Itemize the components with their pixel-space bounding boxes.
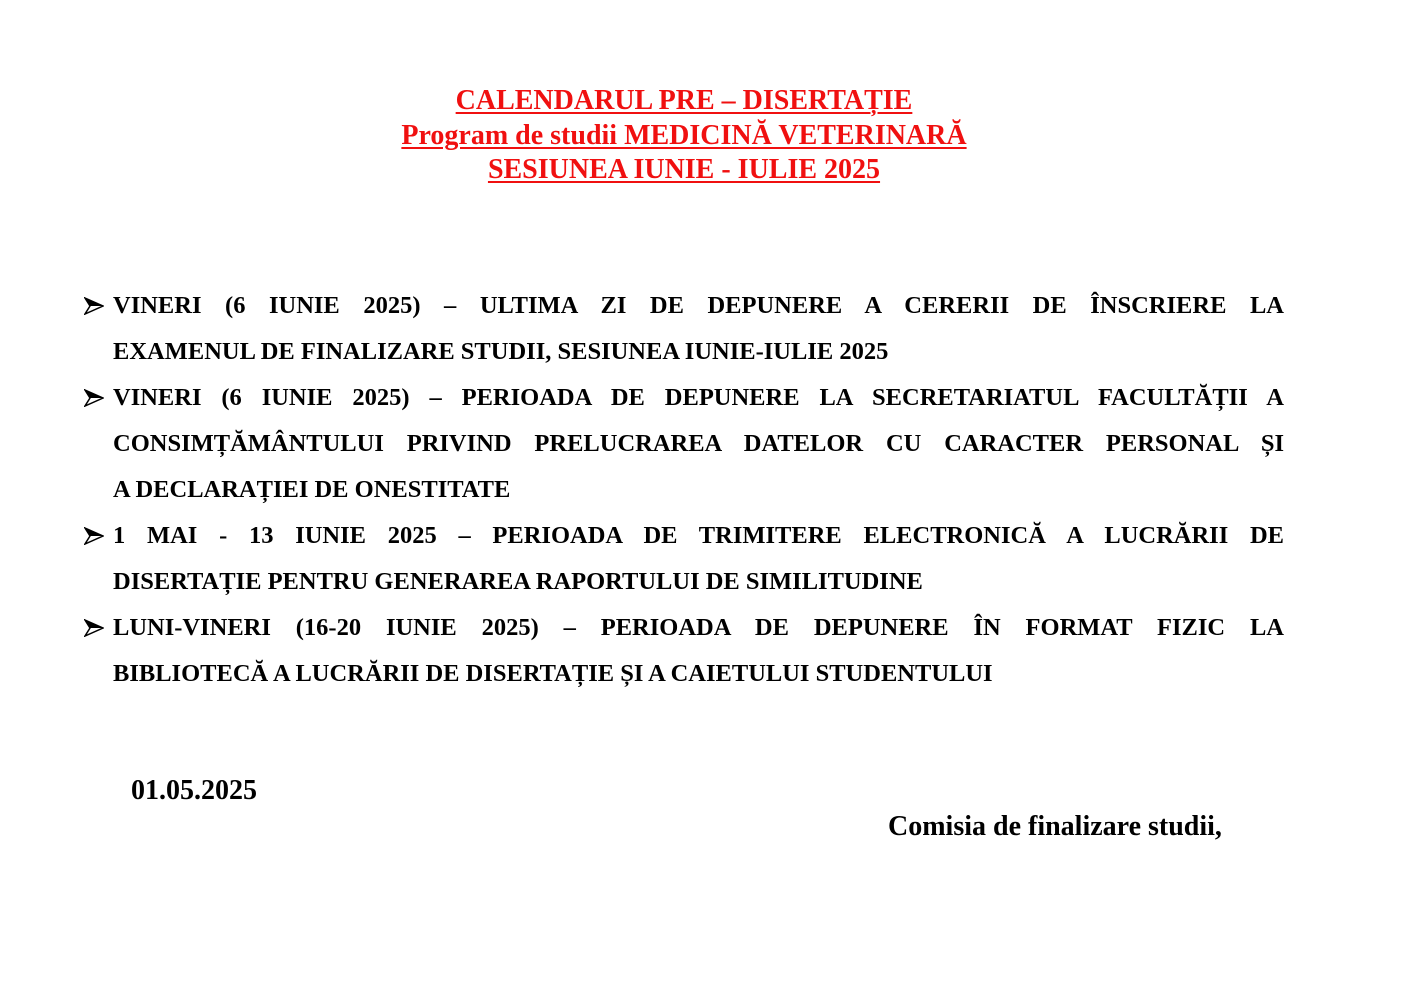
list-item — [0, 283, 1404, 375]
item-text-line: DISERTAȚIE PENTRU GENERAREA RAPORTULUI DE SIMILITUDINE — [113, 568, 923, 595]
title-line-1 — [0, 84, 1368, 119]
arrow-bullet-icon — [84, 527, 104, 545]
item-text-line: VINERI (6 IUNIE 2025) – ULTIMA ZI DE DEPUNERE A CERERII DE ÎNSCRIERE LA — [113, 292, 1284, 319]
item-text-line: BIBLIOTECĂ A LUCRĂRII DE DISERTAȚIE ȘI A CAIETULUI STUDENTULUI — [113, 660, 993, 687]
item-text-line: A DECLARAȚIEI DE ONESTITATE — [113, 476, 511, 503]
document-date: 01.05.2025 — [131, 775, 257, 806]
arrow-bullet-icon — [84, 619, 104, 637]
calendar-list — [0, 283, 1404, 697]
arrow-bullet-icon — [84, 297, 104, 315]
item-text-line: 1 MAI - 13 IUNIE 2025 – PERIOADA DE TRIMITERE ELECTRONICĂ A LUCRĂRII DE — [113, 522, 1284, 549]
list-item — [0, 375, 1404, 513]
item-text-line: LUNI-VINERI (16-20 IUNIE 2025) – PERIOADA DE DEPUNERE ÎN FORMAT FIZIC LA — [113, 614, 1284, 641]
list-item — [0, 513, 1404, 605]
title-calendar: CALENDARUL PRE – DISERTAȚIE — [455, 85, 913, 116]
item-text-line: EXAMENUL DE FINALIZARE STUDII, SESIUNEA IUNIE-IULIE 2025 — [113, 338, 889, 365]
title-session: SESIUNEA IUNIE - IULIE 2025 — [487, 154, 881, 185]
list-item — [0, 605, 1404, 697]
arrow-bullet-icon — [84, 389, 104, 407]
title-line-2 — [0, 119, 1368, 154]
title-line-3 — [0, 153, 1368, 188]
title-program: Program de studii MEDICINĂ VETERINARĂ — [401, 119, 967, 151]
signature-commission: Comisia de finalizare studii, — [888, 811, 1222, 842]
item-text-line: VINERI (6 IUNIE 2025) – PERIOADA DE DEPUNERE LA SECRETARIATUL FACULTĂȚII A — [113, 384, 1284, 411]
item-text-line: CONSIMȚĂMÂNTULUI PRIVIND PRELUCRAREA DATELOR CU CARACTER PERSONAL ȘI — [113, 430, 1284, 457]
document-title — [0, 84, 1368, 188]
